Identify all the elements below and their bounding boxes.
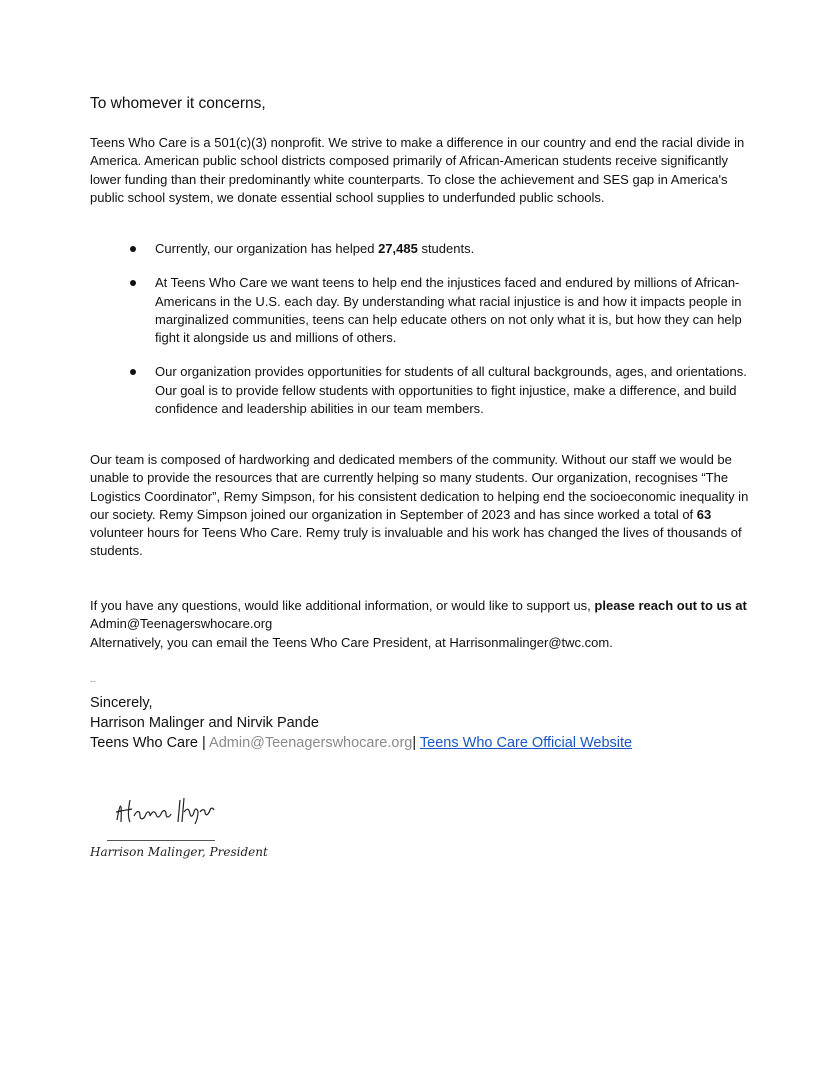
closing-org-line: Teens Who Care | Admin@Teenagerswhocare.org| Teens Who Care Official Website bbox=[90, 735, 633, 751]
greeting: To whomever it concerns, bbox=[90, 95, 266, 112]
team-paragraph: Our team is composed of hardworking and dedicated members of the community. Without our staff we would be unable to provide the resources that are currently helping so many students. Our organization, recognises “The Logistics Coordinator”, Remy Simpson, for his consistent dedication to helping end the socioeconomic inequality in our society. Remy Simpson joined our organization in September of 2023 and has since worked a total of 63 volunteer hours for Teens Who Care. Remy truly is invaluable and his work has changed the lives of thousands of students. bbox=[90, 452, 749, 559]
list-item: Our organization provides opportunities for students of all cultural backgrounds, ages, and orientations. Our goal is to provide fellow students with opportunities to fight injustice, make a difference, and build confidence and leadership abilities in our team members. bbox=[90, 363, 750, 418]
website-link[interactable]: Teens Who Care Official Website bbox=[419, 735, 633, 751]
signature-line bbox=[107, 840, 215, 841]
closing-block bbox=[90, 693, 632, 753]
bullet-icon bbox=[130, 280, 136, 286]
footer-email[interactable]: Admin@Teenagerswhocare.org bbox=[209, 735, 413, 751]
list-item: Currently, our organization has helped 27,485 students. bbox=[90, 240, 750, 258]
closing-names: Harrison Malinger and Nirvik Pande bbox=[90, 715, 319, 731]
closing-sincerely: Sincerely, bbox=[90, 695, 153, 711]
president-email-line: Alternatively, you can email the Teens Who Care President, at Harrisonmalinger@twc.com. bbox=[90, 634, 613, 650]
intro-paragraph: Teens Who Care is a 501(c)(3) nonprofit. We strive to make a difference in our country and end the racial divide in America. American public school districts composed primarily of African-American students receive significantly lower funding than their predominantly white counterparts. To close the achievement and SES gap in America's public school system, we donate essential school supplies to underfunded public schools. bbox=[90, 135, 745, 205]
handwritten-signature-icon bbox=[112, 792, 232, 832]
bullet-icon bbox=[130, 369, 136, 375]
signature-caption: Harrison Malinger, President bbox=[90, 845, 268, 859]
contact-paragraph: If you have any questions, would like additional information, or would like to support us, please reach out to us at Admin@Teenagerswhocare.org Alternatively, you can email the Teens Who Care President, at Harrisonmalinger@twc.com. bbox=[90, 598, 747, 650]
bullet-icon bbox=[130, 246, 136, 252]
separator: -- bbox=[90, 676, 96, 686]
students-count: 27,485 bbox=[378, 241, 418, 256]
admin-email: Admin@Teenagerswhocare.org bbox=[90, 616, 273, 632]
list-item: At Teens Who Care we want teens to help end the injustices faced and endured by millions of African-Americans in the U.S. each day. By understanding what racial injustice is and how it impacts people in marginalized communities, teens can help educate others on not only what it is, but how they can help fight it alongside us and millions of others. bbox=[90, 274, 750, 347]
bullet-list bbox=[90, 240, 750, 434]
volunteer-hours: 63 bbox=[696, 506, 712, 522]
